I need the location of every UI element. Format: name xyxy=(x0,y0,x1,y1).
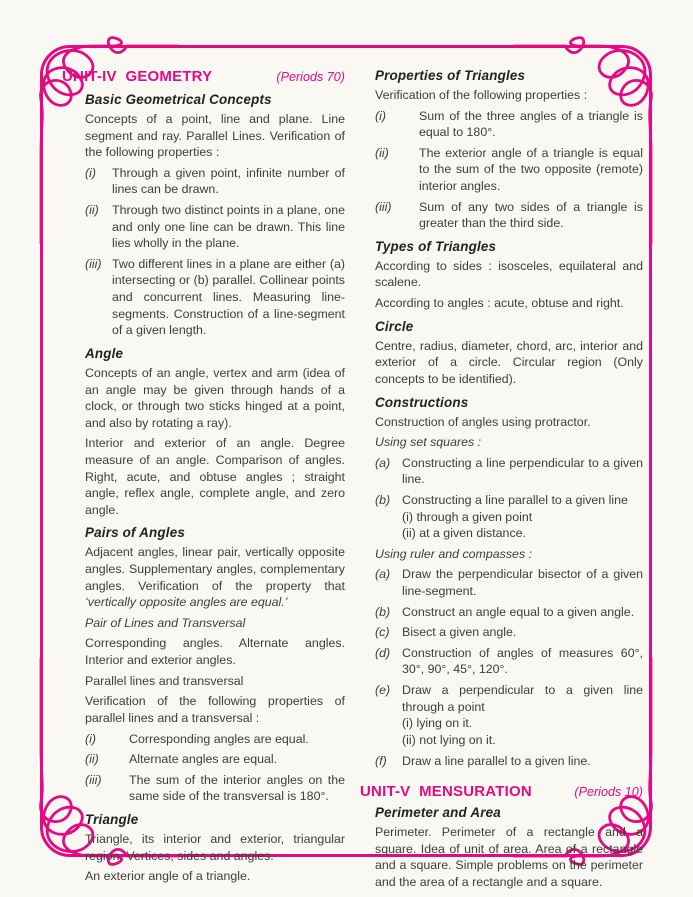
list-item-text: The sum of the interior angles on the same side of the transversal is 180°. xyxy=(129,772,345,804)
list-item-text: Corresponding angles are equal. xyxy=(129,731,309,746)
list-item-text: Bisect a given angle. xyxy=(402,625,517,640)
list-item-text: Sum of the three angles of a triangle is equal to 180°. xyxy=(419,108,643,140)
paragraph-verification: Verification of the following properties of parallel lines and a transversal : xyxy=(85,694,345,725)
list-item xyxy=(375,753,643,770)
paragraph-angle-1: Concepts of an angle, vertex and arm (idea of an angle may be given through hands of a clock, or through two sticks hinged at a point, and also by rotating a ray). xyxy=(85,365,345,430)
list-item xyxy=(375,624,643,641)
paragraph-circle: Centre, radius, diameter, chord, arc, interior and exterior of a circle. Circular region (Only concepts to be identified). xyxy=(375,338,643,386)
list-item xyxy=(85,202,345,252)
unit-heading-geometry xyxy=(62,68,345,85)
spacer xyxy=(360,773,643,781)
list-item-text: Construction of angles of measures 60°, 30°, 90°, 45°, 120°. xyxy=(402,645,643,677)
paragraph-verification-properties: Verification of the following properties : xyxy=(375,88,588,102)
list-item-text: Sum of any two sides of a triangle is greater than the third side. xyxy=(419,199,643,231)
list-marker: (i) xyxy=(85,731,97,746)
subheading-using-set-squares: Using set squares : xyxy=(375,435,482,450)
list-marker: (i) xyxy=(375,108,387,123)
list-item xyxy=(375,682,643,748)
list-item xyxy=(85,256,345,339)
list-item xyxy=(375,645,643,678)
list-item xyxy=(85,731,345,748)
list-marker: (iii) xyxy=(85,256,102,271)
list-marker: (i) xyxy=(85,165,97,180)
list-subitem: (ii) at a given distance. xyxy=(402,526,526,541)
list-item xyxy=(375,492,643,542)
right-column-body xyxy=(360,68,643,769)
list-item xyxy=(375,455,643,488)
section-heading-properties-of-triangles: Properties of Triangles xyxy=(375,68,526,83)
list-marker: (d) xyxy=(375,645,391,660)
list-item-text: Through a given point, infinite number of lines can be drawn. xyxy=(112,165,345,197)
unit-periods: (Periods 10) xyxy=(574,785,643,800)
paragraph-corresponding: Corresponding angles. Alternate angles. Interior and exterior angles. xyxy=(85,636,345,668)
unit-heading-mensuration xyxy=(360,783,643,800)
list-marker: (ii) xyxy=(85,203,99,218)
list-item-text: Constructing a line perpendicular to a given line. xyxy=(402,455,643,487)
right-column xyxy=(360,66,643,895)
list-marker: (a) xyxy=(375,567,391,582)
list-subitem: (ii) not lying on it. xyxy=(402,732,496,747)
list-item-text: Two different lines in a plane are either (a) intersecting or (b) parallel. Collinear points and concurrent lines. Measuring line-segments. Construction of a line-segment of a given length. xyxy=(112,256,345,338)
paragraph-parallel-lines: Parallel lines and transversal xyxy=(85,673,244,688)
list-subitem: (i) lying on it. xyxy=(402,716,473,731)
list-item-text: Through two distinct points in a plane, one and only one line can be drawn. This line lies wholly in the plane. xyxy=(112,203,345,251)
list-item xyxy=(375,604,643,621)
list-marker: (b) xyxy=(375,604,391,619)
list-item xyxy=(375,199,643,232)
list-marker: (ii) xyxy=(375,145,389,160)
paragraph-protractor: Construction of angles using protractor. xyxy=(375,414,591,429)
unit-title: UNIT-V MENSURATION xyxy=(360,783,532,801)
list-item xyxy=(85,165,345,198)
list-item-text xyxy=(402,682,643,748)
unit-periods: (Periods 70) xyxy=(276,70,345,84)
paragraph-pairs xyxy=(85,544,345,610)
list-marker: (c) xyxy=(375,625,390,640)
list-item xyxy=(375,108,643,141)
section-heading-perimeter-and-area: Perimeter and Area xyxy=(375,805,501,821)
section-heading-triangle: Triangle xyxy=(85,811,139,827)
paragraph-according-angles: According to angles : acute, obtuse and right. xyxy=(375,296,624,311)
list-subitem: (i) through a given point xyxy=(402,509,533,524)
list-item-text: Draw a line parallel to a given line. xyxy=(402,753,591,768)
subheading-using-ruler-compasses: Using ruler and compasses : xyxy=(375,546,533,561)
list-item-main-text: Draw a perpendicular to a given line through a point xyxy=(402,683,643,714)
list-item-text: Draw the perpendicular bisector of a given line-segment. xyxy=(402,567,643,599)
unit-title: UNIT-IV GEOMETRY xyxy=(62,68,213,85)
left-column-body xyxy=(62,92,345,885)
paragraph-perimeter: Perimeter. Perimeter of a rectangle and a square. Idea of unit of area. Area of a rectangle and a square. Simple problems on the perimeter and the area of a rectangle and a square. xyxy=(375,825,643,889)
list-marker: (e) xyxy=(375,683,391,698)
section-heading-circle: Circle xyxy=(375,318,414,334)
section-heading-basic-geometrical-concepts: Basic Geometrical Concepts xyxy=(85,92,272,107)
list-item-text: The exterior angle of a triangle is equal to the sum of the two opposite (remote) interior angles. xyxy=(419,145,643,194)
list-marker: (iii) xyxy=(85,772,102,787)
list-marker: (iii) xyxy=(375,199,392,214)
paragraph-concepts: Concepts of a point, line and plane. Line segment and ray. Parallel Lines. Verification of the following properties : xyxy=(85,112,345,160)
list-item-main-text: Constructing a line parallel to a given line xyxy=(402,492,628,507)
mensuration-body xyxy=(360,805,643,890)
list-marker: (a) xyxy=(375,455,391,470)
paragraph-triangle: Triangle, its interior and exterior, triangular region. Vertices, sides and angles. xyxy=(85,831,345,863)
section-heading-pairs-of-angles: Pairs of Angles xyxy=(85,525,185,541)
list-item-text: Construct an angle equal to a given angle. xyxy=(402,604,635,619)
list-item xyxy=(85,751,345,768)
list-marker: (ii) xyxy=(85,752,99,767)
paragraph-pairs-main: Adjacent angles, linear pair, vertically opposite angles. Supplementary angles, complementary angles. Verification of the property that xyxy=(85,545,345,593)
list-item-text xyxy=(402,492,643,542)
list-item xyxy=(85,772,345,805)
list-item xyxy=(375,566,643,599)
section-heading-angle: Angle xyxy=(85,345,124,361)
list-marker: (b) xyxy=(375,492,391,507)
page-content xyxy=(62,66,644,895)
paragraph-pairs-quote: ‘vertically opposite angles are equal.’ xyxy=(85,595,288,610)
list-item xyxy=(375,145,643,195)
section-heading-types-of-triangles: Types of Triangles xyxy=(375,238,497,254)
section-heading-constructions: Constructions xyxy=(375,394,469,410)
paragraph-angle-2: Interior and exterior of an angle. Degree measure of an angle. Comparison of angles. Right, acute, and obtuse angles ; straight angle, reflex angle, complete angle, and zero angle. xyxy=(85,436,345,517)
list-marker: (f) xyxy=(375,753,387,768)
paragraph-exterior-angle: An exterior angle of a triangle. xyxy=(85,869,251,884)
paragraph-according-sides: According to sides : isosceles, equilateral and scalene. xyxy=(375,258,643,290)
left-column xyxy=(62,66,345,895)
subheading-pair-of-lines: Pair of Lines and Transversal xyxy=(85,615,246,630)
list-item-text: Alternate angles are equal. xyxy=(129,752,278,767)
